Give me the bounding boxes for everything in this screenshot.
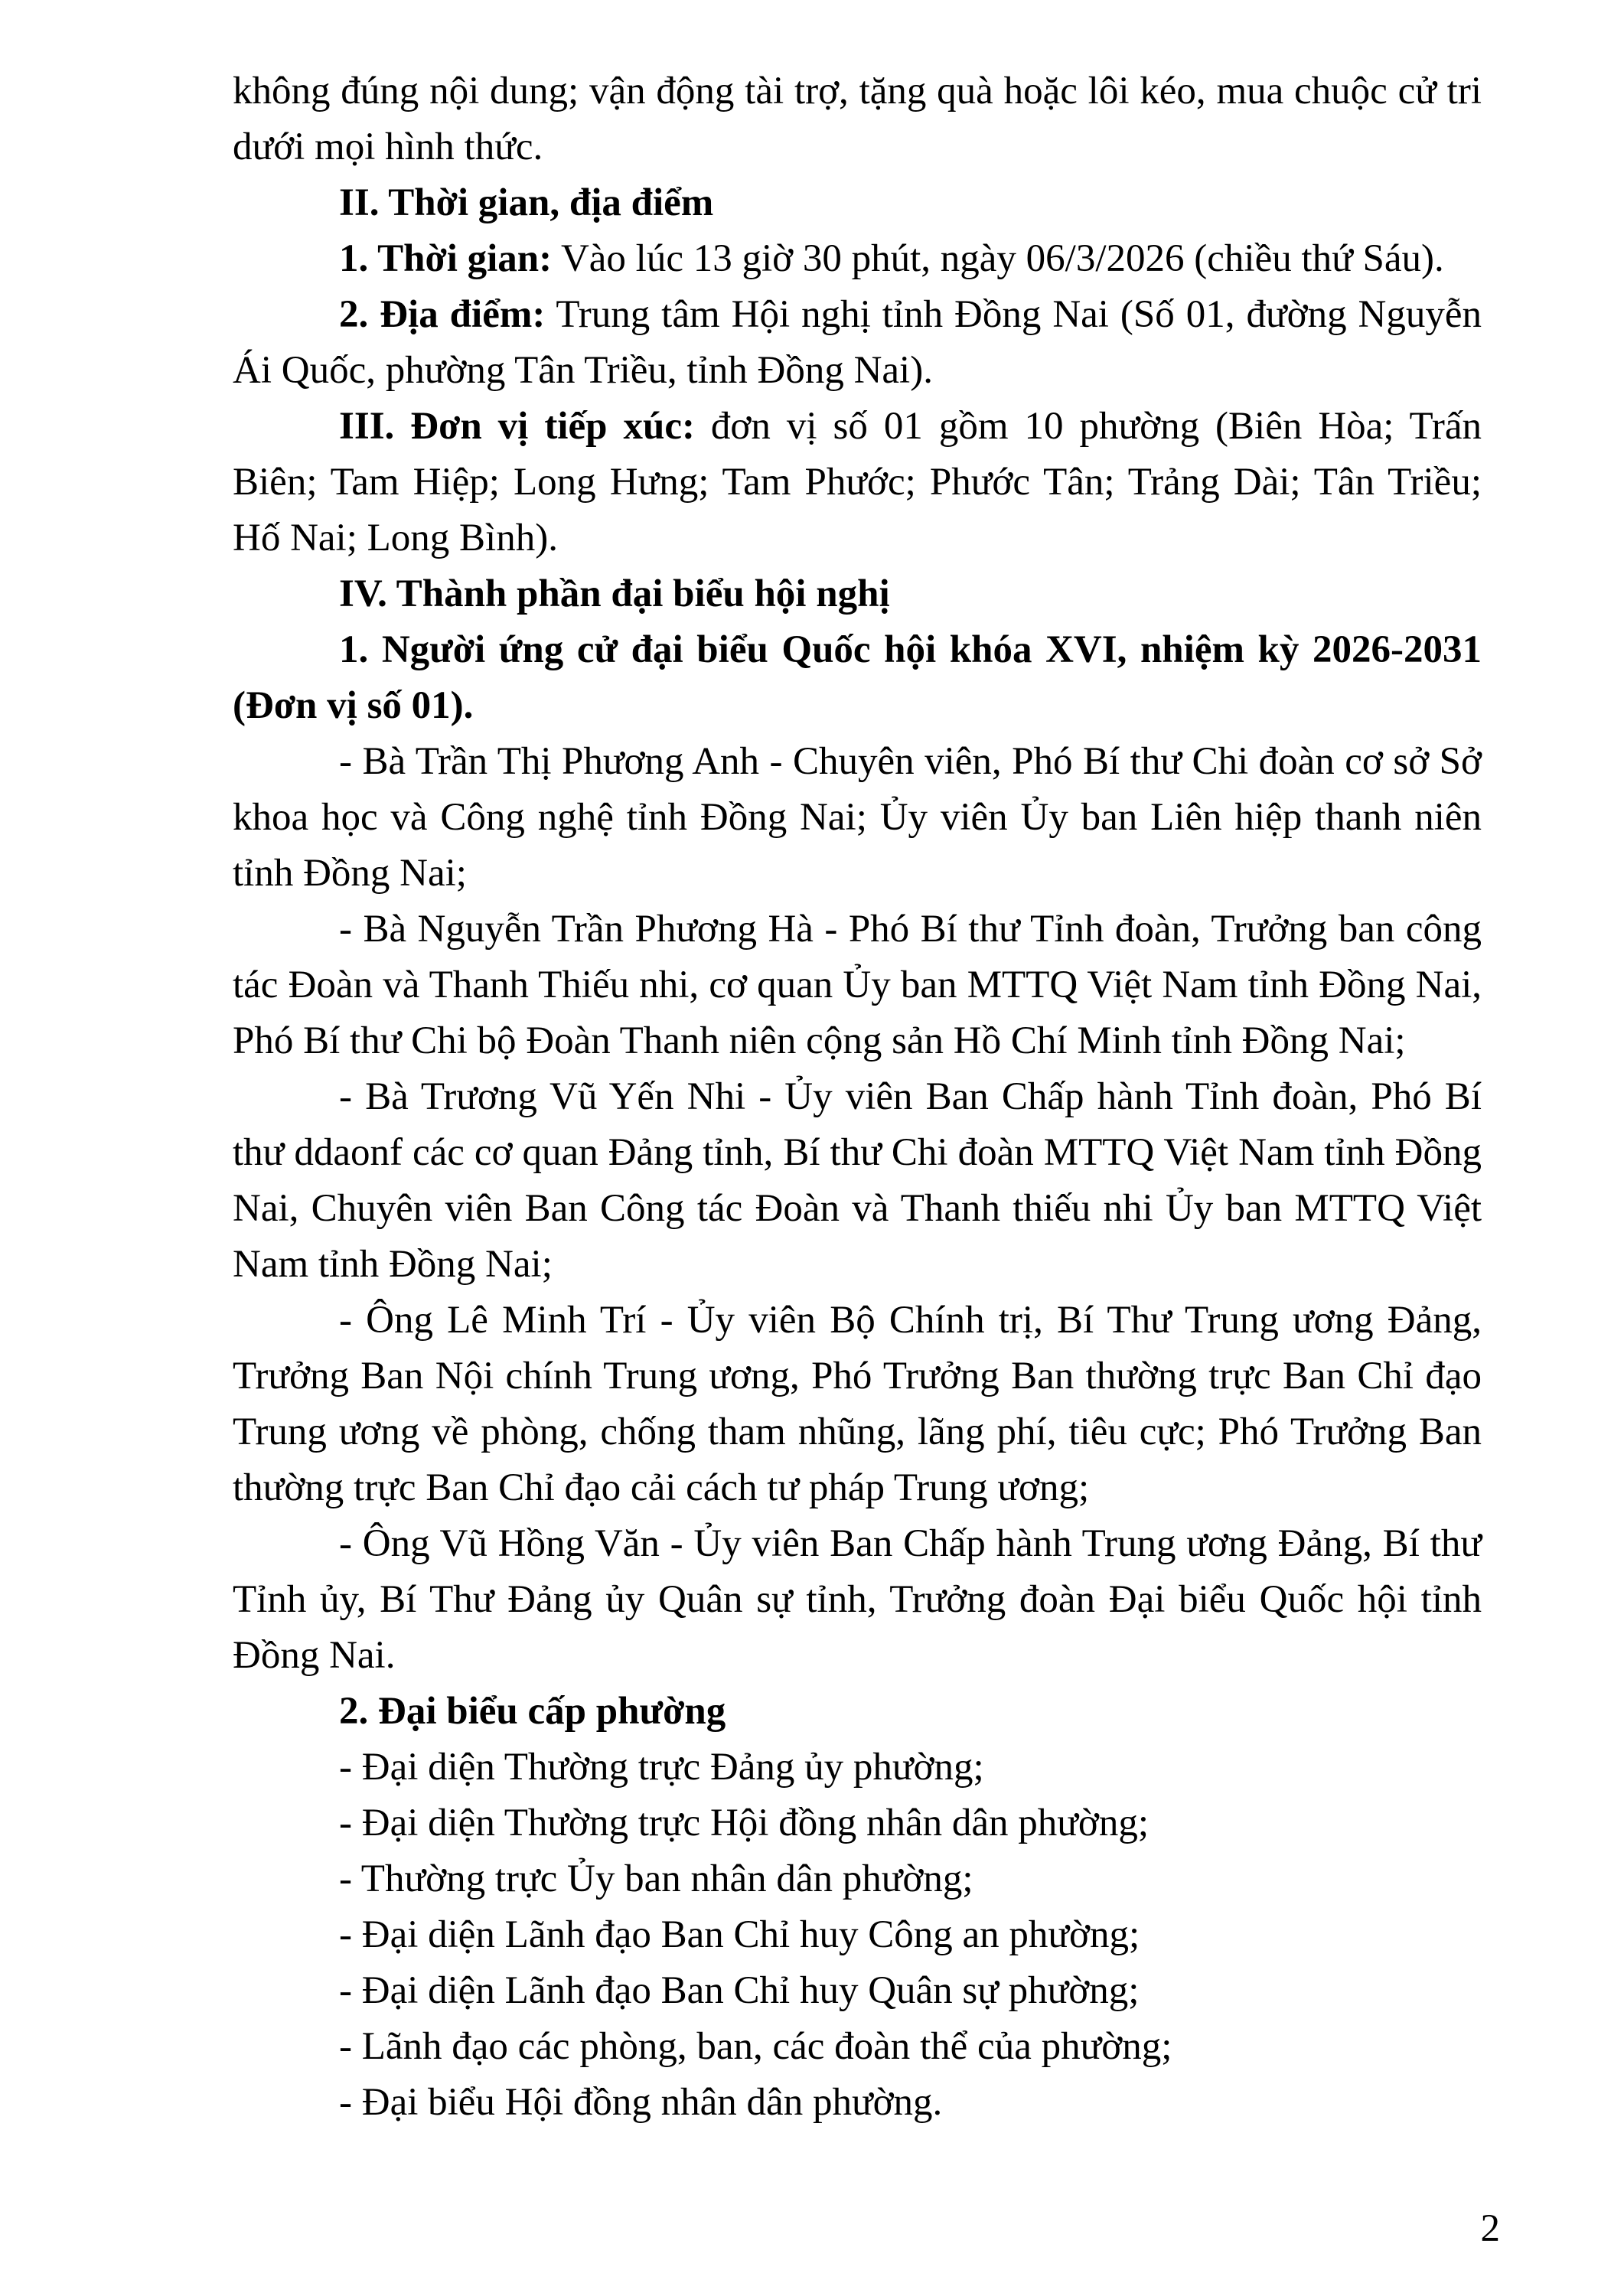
body-text: không đúng nội dung; vận động tài trợ, tặng quà hoặc lôi kéo, mua chuộc cử tri dưới mọi hình thức. (233, 70, 1482, 168)
candidate-vu-hong-van (233, 1516, 1482, 1684)
heading-section-ii (233, 175, 1482, 231)
delegate-list-item (233, 1740, 1482, 1795)
heading-section-iv (233, 566, 1482, 622)
body-text: - Thường trực Ủy ban nhân dân phường; (339, 1857, 973, 1900)
item-value: Trung tâm Hội nghị tỉnh Đồng Nai (Số 01, đường Nguyễn Ái Quốc, phường Tân Triều, tỉnh Đồng Nai). (233, 293, 1482, 392)
candidate-le-minh-tri (233, 1293, 1482, 1516)
delegate-list-item (233, 1795, 1482, 1851)
candidate-tran-thi-phuong-anh (233, 734, 1482, 902)
item-value: đơn vị số 01 gồm 10 phường (Biên Hòa; Trấn Biên; Tam Hiệp; Long Hưng; Tam Phước; Phước Tân; Trảng Dài; Tân Triều; Hố Nai; Long Bình). (233, 405, 1482, 559)
document-body (233, 64, 1482, 2131)
heading-delegates-ward (233, 1684, 1482, 1740)
delegate-list-item (233, 1851, 1482, 1907)
candidate-truong-vu-yen-nhi (233, 1069, 1482, 1293)
item-label: 2. Địa điểm: (339, 293, 546, 336)
body-text: - Đại diện Lãnh đạo Ban Chỉ huy Công an phường; (339, 1913, 1140, 1956)
heading-text: 1. Người ứng cử đại biểu Quốc hội khóa XVI, nhiệm kỳ 2026-2031 (Đơn vị số 01). (233, 628, 1482, 727)
body-text: - Bà Trần Thị Phương Anh - Chuyên viên, Phó Bí thư Chi đoàn cơ sở Sở khoa học và Công nghệ tỉnh Đồng Nai; Ủy viên Ủy ban Liên hiệp thanh niên tỉnh Đồng Nai; (233, 740, 1482, 895)
body-text: - Bà Nguyễn Trần Phương Hà - Phó Bí thư Tỉnh đoàn, Trưởng ban công tác Đoàn và Thanh Thiếu nhi, cơ quan Ủy ban MTTQ Việt Nam tỉnh Đồng Nai, Phó Bí thư Chi bộ Đoàn Thanh niên cộng sản Hồ Chí Minh tỉnh Đồng Nai; (233, 908, 1482, 1062)
item-value: Vào lúc 13 giờ 30 phút, ngày 06/3/2026 (chiều thứ Sáu). (552, 237, 1444, 280)
item-label: III. Đơn vị tiếp xúc: (339, 405, 695, 448)
delegate-list-item (233, 2019, 1482, 2075)
body-text: - Ông Vũ Hồng Văn - Ủy viên Ban Chấp hành Trung ương Đảng, Bí thư Tỉnh ủy, Bí Thư Đảng ủy Quân sự tỉnh, Trưởng đoàn Đại biểu Quốc hội tỉnh Đồng Nai. (233, 1522, 1482, 1677)
item-dia-diem (233, 287, 1482, 399)
heading-text: II. Thời gian, địa điểm (339, 181, 714, 224)
body-text: - Lãnh đạo các phòng, ban, các đoàn thể của phường; (339, 2025, 1172, 2068)
page-number: 2 (1480, 2207, 1500, 2250)
body-text: - Đại biểu Hội đồng nhân dân phường. (339, 2081, 943, 2124)
heading-section-iii (233, 399, 1482, 566)
body-text: - Đại diện Lãnh đạo Ban Chỉ huy Quân sự phường; (339, 1969, 1140, 2012)
body-text: - Đại diện Thường trực Hội đồng nhân dân phường; (339, 1802, 1150, 1844)
body-text: - Đại diện Thường trực Đảng ủy phường; (339, 1746, 984, 1789)
candidate-nguyen-tran-phuong-ha (233, 902, 1482, 1069)
item-thoi-gian (233, 231, 1482, 287)
heading-text: IV. Thành phần đại biểu hội nghị (339, 572, 890, 615)
para-continuation (233, 64, 1482, 175)
heading-candidates-national (233, 622, 1482, 734)
body-text: - Bà Trương Vũ Yến Nhi - Ủy viên Ban Chấp hành Tỉnh đoàn, Phó Bí thư ddaonf các cơ quan Đảng tỉnh, Bí thư Chi đoàn MTTQ Việt Nam tỉnh Đồng Nai, Chuyên viên Ban Công tác Đoàn và Thanh thiếu nhi Ủy ban MTTQ Việt Nam tỉnh Đồng Nai; (233, 1075, 1482, 1286)
heading-text: 2. Đại biểu cấp phường (339, 1690, 726, 1733)
body-text: - Ông Lê Minh Trí - Ủy viên Bộ Chính trị, Bí Thư Trung ương Đảng, Trưởng Ban Nội chính Trung ương, Phó Trưởng Ban thường trực Ban Chỉ đạo Trung ương về phòng, chống tham nhũng, lãng phí, tiêu cực; Phó Trưởng Ban thường trực Ban Chỉ đạo cải cách tư pháp Trung ương; (233, 1299, 1482, 1509)
item-label: 1. Thời gian: (339, 237, 553, 280)
delegate-list-item (233, 2075, 1482, 2131)
delegate-list-item (233, 1963, 1482, 2019)
delegate-list-item (233, 1907, 1482, 1963)
